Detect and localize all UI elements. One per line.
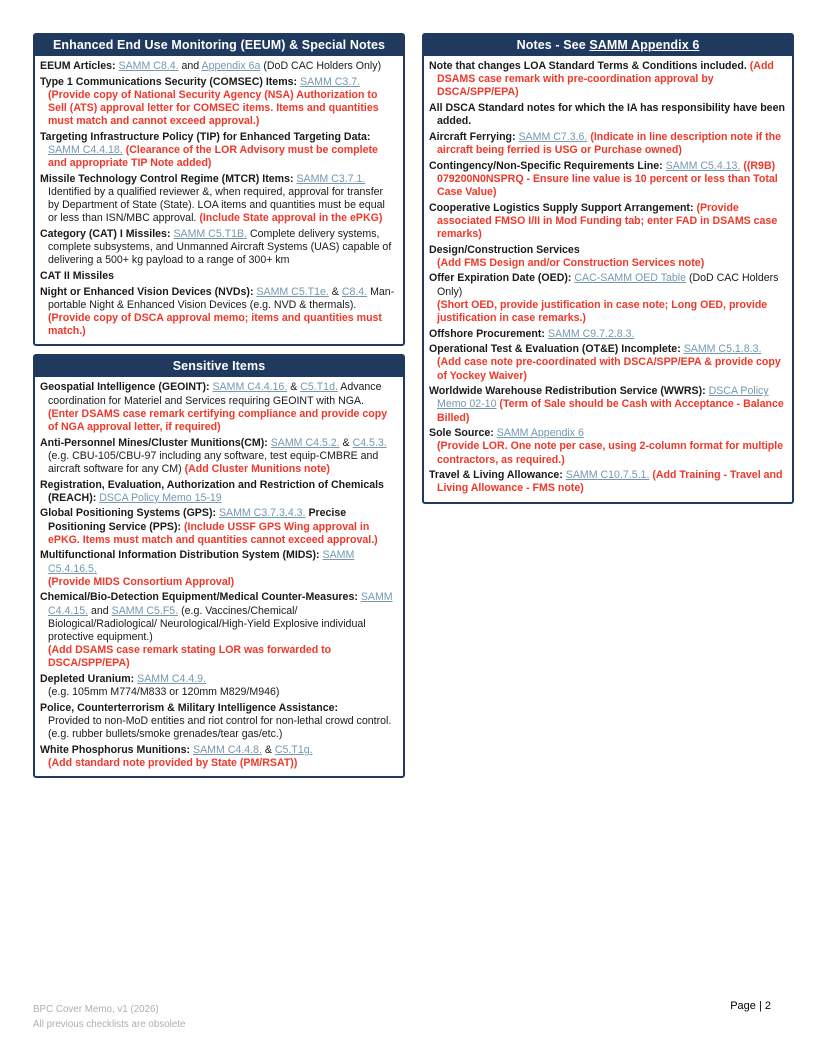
- reference-link[interactable]: CAC-SAMM OED Table: [574, 272, 687, 285]
- item-note-red: (Include State approval in the ePKG): [199, 212, 383, 225]
- item-note-red: (Add Training - Travel and Living Allowance - FMS note): [437, 469, 783, 495]
- checklist-item: [40, 60, 397, 73]
- item-label: Anti-Personnel Mines/Cluster Munitions(CM):: [40, 436, 271, 449]
- item-text: and: [88, 604, 112, 617]
- item-label: Design/Construction Services: [429, 243, 580, 256]
- item-label: Police, Counterterrorism & Military Intelligence Assistance:: [40, 701, 339, 714]
- checklist-item: [40, 507, 397, 547]
- item-label: Offshore Procurement:: [429, 327, 548, 340]
- reference-link[interactable]: SAMM C3.7.: [300, 75, 361, 88]
- item-label: Global Positioning Systems (GPS):: [40, 507, 219, 520]
- item-label: Note that changes LOA Standard Terms & Conditions included.: [429, 60, 750, 72]
- reference-link[interactable]: SAMM C5.1.8.3.: [683, 343, 762, 356]
- item-label: All DSCA Standard notes for which the IA has responsibility have been added.: [429, 102, 785, 128]
- item-label: Category (CAT) I Missiles:: [40, 228, 174, 240]
- checklist-item: [429, 343, 786, 383]
- reference-link[interactable]: SAMM C5.F5.: [111, 604, 179, 617]
- item-text: Complete delivery systems, complete subsystems, and Unmanned Aircraft Systems (UAS) capable of delivering a 500+ kg payload to a range of 300+ km: [48, 228, 392, 267]
- checklist-item: [429, 202, 786, 242]
- item-label: Targeting Infrastructure Policy (TIP) for Enhanced Targeting Data:: [40, 130, 371, 143]
- item-text: and: [178, 60, 202, 72]
- reference-link[interactable]: C4.5.3.: [352, 436, 387, 449]
- box-title-link[interactable]: SAMM Appendix 6: [589, 38, 700, 52]
- box-title-text: Notes - See: [516, 38, 590, 52]
- checklist-item: [429, 160, 786, 200]
- checklist-item: [429, 131, 786, 157]
- checklist-item: [40, 173, 397, 226]
- page-number: Page | 2: [730, 1000, 771, 1012]
- item-label: Aircraft Ferrying:: [429, 130, 519, 143]
- reference-link[interactable]: SAMM C8.4.: [118, 60, 179, 72]
- item-label: Chemical/Bio-Detection Equipment/Medical Counter-Measures:: [40, 591, 361, 604]
- notes-appendix-6-box: [422, 33, 794, 504]
- item-label: Contingency/Non-Specific Requirements Line:: [429, 159, 666, 172]
- box-title: [424, 35, 792, 56]
- reference-link[interactable]: SAMM C10.7.5.1.: [565, 469, 650, 482]
- checklist-item: [429, 102, 786, 128]
- item-text: &: [261, 743, 275, 756]
- item-label: Offer Expiration Date (OED):: [429, 272, 575, 285]
- item-text: (e.g. Vaccines/Chemical/ Biological/Radiological/ Neurological/High-Yield Explosive individual protective equipment.): [48, 604, 366, 644]
- reference-link[interactable]: C5.T1g.: [274, 743, 313, 756]
- item-label: Registration, Evaluation, Authorization and Restriction of Chemicals (REACH):: [40, 478, 384, 504]
- reference-link[interactable]: SAMM C3.7.1.: [296, 172, 366, 185]
- footer-obsolete-line: All previous checklists are obsolete: [33, 1018, 186, 1030]
- reference-link[interactable]: SAMM C5.4.13.: [665, 159, 741, 172]
- box-title: [35, 356, 403, 377]
- item-text: (e.g. 105mm M774/M833 or 120mm M829/M946): [48, 686, 280, 699]
- item-note-red: (Add FMS Design and/or Construction Services note): [437, 256, 705, 269]
- right-column: [422, 33, 794, 504]
- reference-link[interactable]: SAMM C5.T1e.: [256, 285, 329, 298]
- item-text: (DoD CAC Holders Only): [437, 272, 779, 298]
- item-label: Precise Positioning Service (PPS):: [48, 507, 347, 533]
- item-note-red: (Term of Sale should be Cash with Acceptance - Balance Billed): [437, 398, 784, 424]
- checklist-item: [40, 131, 397, 171]
- item-note-red: (Add DSAMS case remark stating LOR was forwarded to DSCA/SPP/EPA): [48, 644, 332, 670]
- item-note-red: (Clearance of the LOR Advisory must be complete and appropriate TIP Note added): [48, 144, 378, 170]
- item-label: Multifunctional Information Distribution System (MIDS):: [40, 549, 323, 562]
- item-note-red: (Enter DSAMS case remark certifying compliance and provide copy of NGA approval letter, if required): [48, 407, 388, 434]
- checklist-item: [429, 60, 786, 100]
- checklist-item: [40, 381, 397, 434]
- reference-link[interactable]: SAMM C4.4.16.: [212, 381, 288, 394]
- reference-link[interactable]: SAMM C3.7.3.4.3.: [218, 507, 306, 520]
- item-label: Depleted Uranium:: [40, 673, 138, 686]
- item-text: Provided to non-MoD entities and riot control for non-lethal crowd control. (e.g. rubber bullets/smoke grenades/tear gas/etc.): [48, 715, 392, 741]
- item-text: (e.g. CBU-105/CBU-97 including any software, test equip-CMBRE and aircraft software for any CM): [48, 449, 379, 476]
- checklist-item: [429, 469, 786, 495]
- box-body: [35, 377, 403, 776]
- box-title-text: Sensitive Items: [172, 359, 266, 374]
- checklist-item: [429, 427, 786, 467]
- item-label: Type 1 Communications Security (COMSEC) Items:: [40, 75, 300, 88]
- checklist-item: [40, 437, 397, 477]
- item-label: Night or Enhanced Vision Devices (NVDs):: [40, 285, 257, 298]
- item-note-red: (Provide MIDS Consortium Approval): [48, 575, 235, 588]
- reference-link[interactable]: C5.T1d.: [300, 381, 338, 394]
- box-body: [424, 56, 792, 502]
- item-note-red: (Provide associated FMSO I/II in Mod Funding tab; enter FAD in DSAMS case remarks): [437, 201, 778, 240]
- checklist-item: [429, 272, 786, 325]
- reference-link[interactable]: SAMM C4.4.9.: [137, 673, 207, 686]
- sensitive-items-box: [33, 354, 405, 778]
- checklist-item: [40, 76, 397, 129]
- reference-link[interactable]: SAMM C5.T1B.: [173, 228, 248, 240]
- eeum-special-notes-box: [33, 33, 405, 346]
- item-text: Identified by a qualified reviewer &, when required, approval for transfer by Department of State (State). LOA items and quantities must be equal or less than ISN/MBC approval.: [48, 186, 385, 225]
- box-title: [35, 35, 403, 56]
- reference-link[interactable]: SAMM C9.7.2.8.3.: [547, 327, 635, 340]
- reference-link[interactable]: SAMM C4.5.2.: [270, 436, 340, 449]
- item-note-red: (Provide copy of DSCA approval memo; items and quantities must match.): [48, 312, 382, 338]
- box-title-text: Enhanced End Use Monitoring (EEUM) & Special Notes: [52, 38, 386, 52]
- item-label: White Phosphorus Munitions:: [40, 743, 194, 756]
- item-text: &: [339, 436, 353, 449]
- item-label: Geospatial Intelligence (GEOINT):: [40, 381, 213, 394]
- checklist-item: [40, 228, 397, 268]
- item-label: CAT II Missiles: [40, 270, 114, 282]
- item-label: EEUM Articles:: [40, 60, 119, 72]
- checklist-item: [40, 673, 397, 699]
- item-note-red: ((R9B) 079200N0NSPRQ - Ensure line value is 10 percent or less than Total Case Value): [437, 159, 778, 198]
- item-label: Travel & Living Allowance:: [429, 469, 566, 482]
- checklist-item: [429, 328, 786, 341]
- item-label: Missile Technology Control Regime (MTCR) Items:: [40, 172, 297, 185]
- reference-link[interactable]: SAMM C4.4.15.: [48, 591, 393, 617]
- reference-link[interactable]: DSCA Policy Memo 02-10: [437, 385, 769, 411]
- item-text: &: [287, 381, 301, 394]
- box-body: [35, 56, 403, 344]
- reference-link[interactable]: SAMM C5.4.16.5.: [48, 549, 355, 575]
- item-note-red: (Add standard note provided by State (PM/RSAT)): [48, 757, 298, 770]
- footer-version-info: [33, 1003, 185, 1032]
- item-text: Advance coordination for Materiel and Services requiring GEOINT with NGA.: [48, 381, 382, 407]
- checklist-item: [40, 286, 397, 339]
- checklist-item: [429, 385, 786, 425]
- item-note-red: (Add DSAMS case remark with pre-coordination approval by DSCA/SPP/EPA): [437, 60, 774, 99]
- checklist-item: [40, 479, 397, 505]
- item-note-red: (Short OED, provide justification in case note; Long OED, provide justification in case remarks.): [437, 298, 768, 324]
- checklist-item: [40, 270, 397, 283]
- reference-link[interactable]: SAMM Appendix 6: [496, 427, 584, 440]
- reference-link[interactable]: SAMM C7.3.6.: [518, 130, 588, 143]
- reference-link[interactable]: C8.4.: [341, 285, 368, 298]
- reference-link[interactable]: Appendix 6a: [201, 60, 261, 72]
- item-note-red: (Add Cluster Munitions note): [184, 463, 330, 476]
- item-label: Operational Test & Evaluation (OT&E) Incomplete:: [429, 343, 684, 356]
- left-column: [33, 33, 405, 778]
- footer-version-line: BPC Cover Memo, v1 (2026): [33, 1004, 159, 1015]
- reference-link[interactable]: SAMM C4.4.18.: [48, 144, 123, 156]
- checklist-item: [40, 744, 397, 770]
- item-note-red: (Provide LOR. One note per case, using 2-column format for multiple contractors, as required.): [437, 440, 784, 466]
- reference-link[interactable]: SAMM C4.4.8.: [193, 743, 262, 756]
- reference-link[interactable]: DSCA Policy Memo 15-19: [99, 491, 222, 504]
- item-note-red: (Provide copy of National Security Agency (NSA) Authorization to Sell (ATS) approval letter for COMSEC items. Items and quantities must match and cannot exceed approval.): [48, 88, 379, 128]
- item-text: &: [328, 285, 342, 298]
- item-note-red: (Indicate in line description note if the aircraft being ferried is USG or Purchase owned): [437, 130, 782, 156]
- item-note-red: (Add case note pre-coordinated with DSCA/SPP/EPA & provide copy of Yockey Waiver): [437, 356, 781, 382]
- item-note-red: (Include USSF GPS Wing approval in ePKG. Items must match and quantities cannot exceed approval.): [48, 520, 378, 546]
- item-label: Cooperative Logistics Supply Support Arrangement:: [429, 201, 697, 214]
- item-text: (DoD CAC Holders Only): [260, 60, 382, 72]
- item-label: Worldwide Warehouse Redistribution Service (WWRS):: [429, 385, 709, 398]
- checklist-item: [429, 244, 786, 270]
- checklist-item: [40, 591, 397, 670]
- item-label: Sole Source:: [429, 427, 497, 440]
- checklist-item: [40, 549, 397, 589]
- item-text: Man-portable Night & Enhanced Vision Devices (e.g. NVD & thermals).: [48, 285, 395, 311]
- checklist-item: [40, 702, 397, 742]
